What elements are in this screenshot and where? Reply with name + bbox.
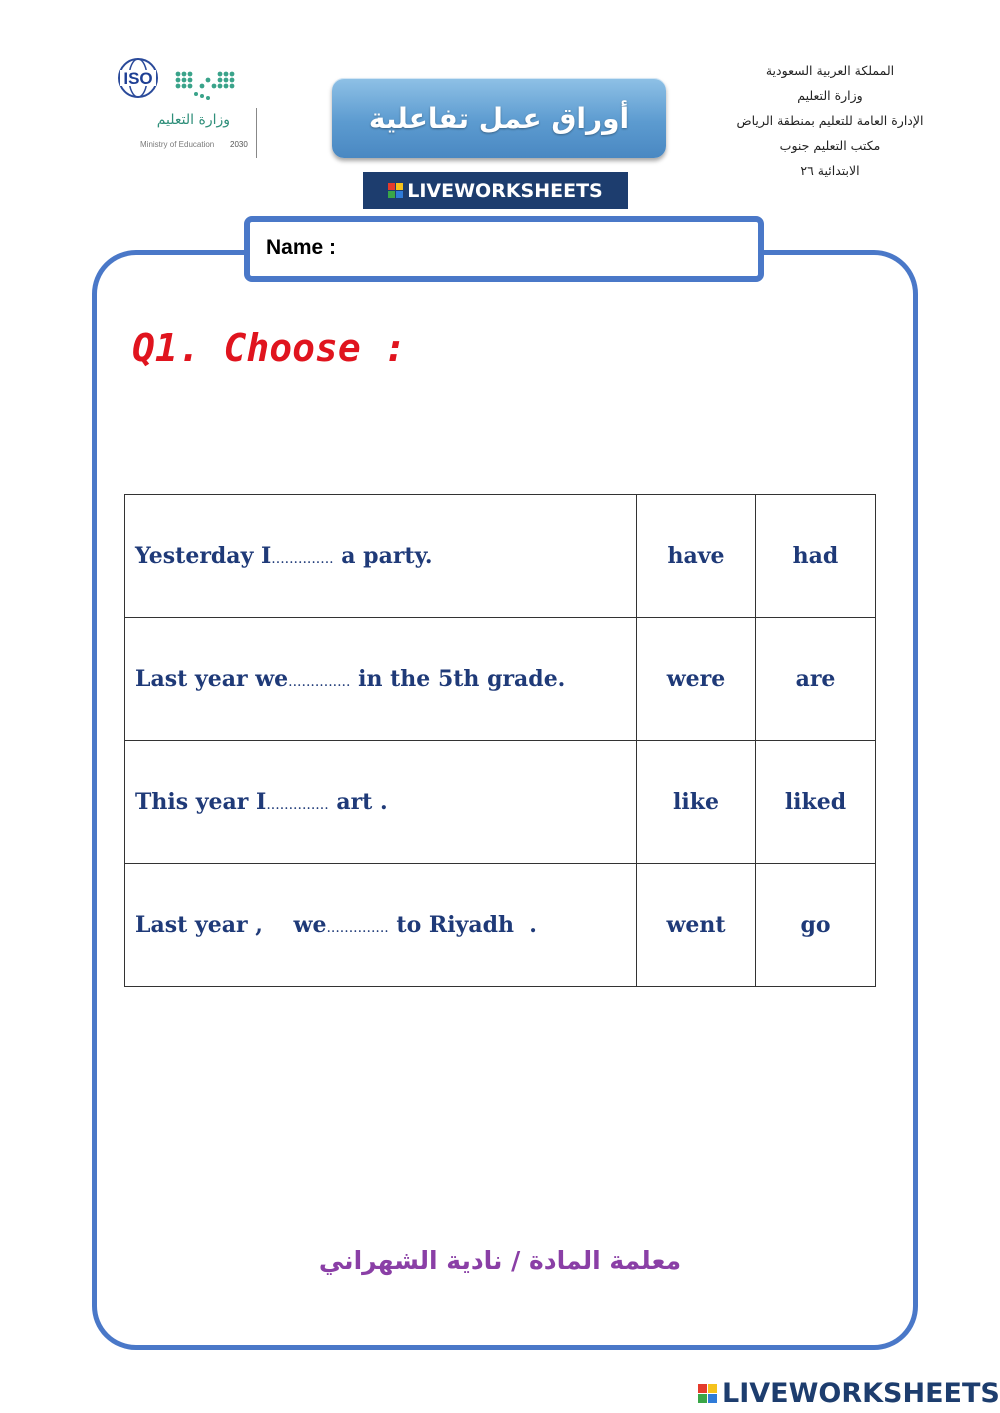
table-row [125,495,876,618]
school-header [720,58,940,183]
vision-2030: 2030 [230,140,248,149]
header-line-office: مكتب التعليم جنوب [779,138,881,153]
option-cell[interactable]: have [637,495,756,618]
ministry-name-ar: وزارة التعليم [156,112,230,128]
logo-divider [256,108,257,158]
header-line-ministry: وزارة التعليم [797,88,863,103]
option-cell[interactable]: like [637,741,756,864]
liveworksheets-footer-text: LIVEWORKSHEETS [722,1377,1000,1409]
sentence-cell [125,864,637,987]
sentence-start: Yesterday I [135,543,272,569]
answer-blank[interactable]: .............. [326,920,389,936]
header-line-administration: الإدارة العامة للتعليم بمنطقة الرياض [736,113,924,128]
option-cell[interactable]: went [637,864,756,987]
vision-dots-icon [172,66,242,106]
sentence-start: Last year , we [135,912,327,938]
sentence-cell [125,741,637,864]
table-row [125,741,876,864]
sentence-start: Last year we [135,666,289,692]
vision-logo [172,66,242,106]
sentence-cell [125,495,637,618]
table-row [125,618,876,741]
teacher-signature: معلمة المادة / نادية الشهراني [318,1246,682,1275]
answer-blank[interactable]: .............. [288,674,351,690]
answer-blank[interactable]: .............. [271,551,334,567]
sentence-end: art . [328,789,388,815]
worksheet-title: أوراق عمل تفاعلية [332,78,666,158]
option-cell[interactable]: are [756,618,876,741]
liveworksheets-footer-icon [698,1384,717,1403]
option-cell[interactable]: had [756,495,876,618]
liveworksheets-footer-logo [698,1376,1000,1410]
name-label: Name : [266,236,337,259]
iso-globe-icon [118,52,158,104]
option-cell[interactable]: go [756,864,876,987]
answer-blank[interactable]: .............. [266,797,329,813]
sentence-end: to Riyadh . [388,912,537,938]
sentence-start: This year I [135,789,267,815]
choice-table [124,494,876,987]
table-row [125,864,876,987]
option-cell[interactable]: were [637,618,756,741]
option-cell[interactable]: liked [756,741,876,864]
iso-logo [118,52,158,104]
ministry-name-en: Ministry of Education [140,140,215,149]
header-line-school: الابتدائية ٢٦ [800,163,860,178]
liveworksheets-logo-icon [388,183,403,198]
liveworksheets-banner-text: LIVEWORKSHEETS [407,179,603,202]
liveworksheets-banner [363,172,628,209]
sentence-end: in the 5th grade. [350,666,566,692]
ministry-logo [140,108,260,160]
iso-text: ISO [123,69,153,88]
sentence-cell [125,618,637,741]
sentence-end: a party. [333,543,433,569]
header-line-country: المملكة العربية السعودية [765,63,895,78]
question-title: Q1. Choose : [132,326,407,370]
